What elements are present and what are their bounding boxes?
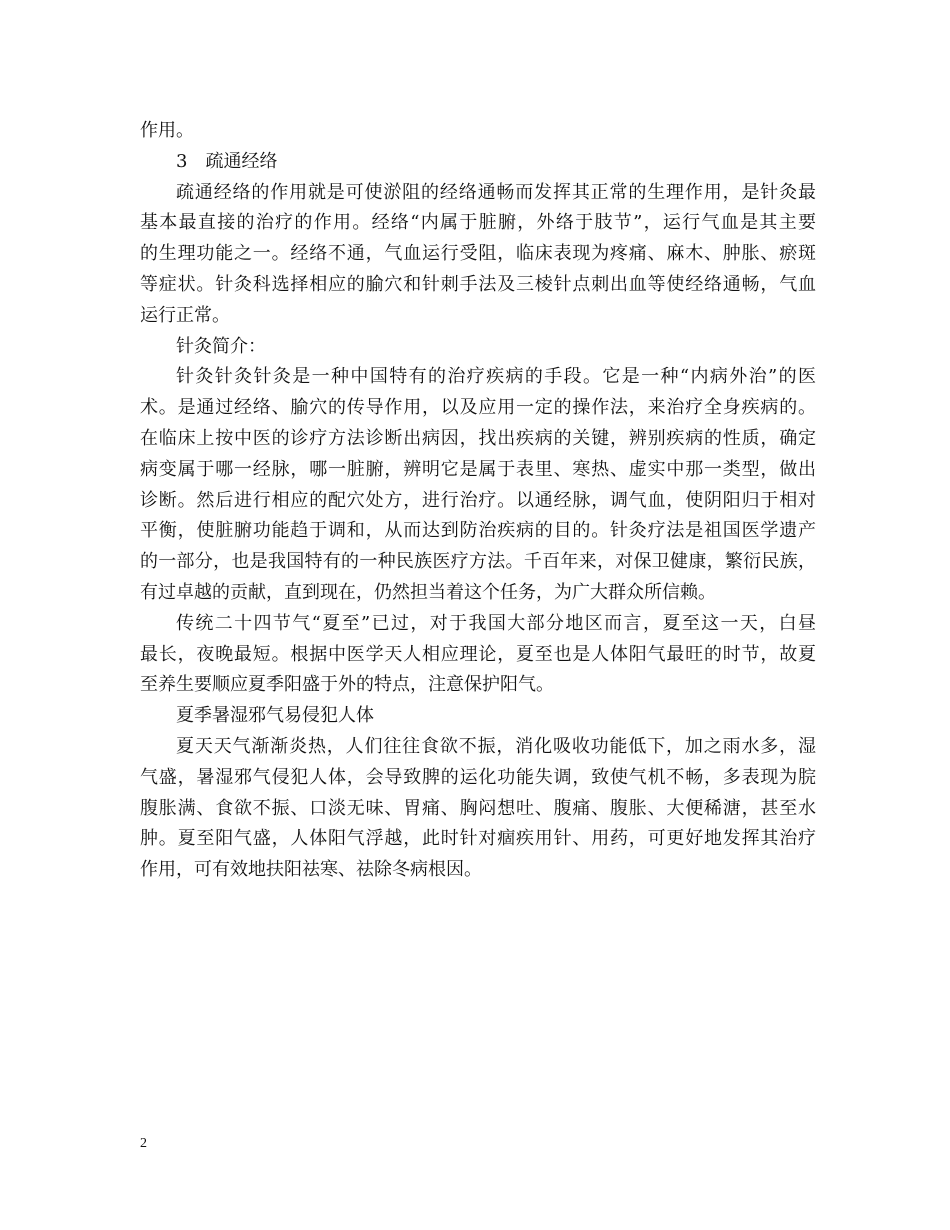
text-line: 至养生要顺应夏季阳盛于外的特点，注意保护阳气。 — [140, 674, 554, 696]
text-line: 最长，夜晚最短。根据中医学天人相应理论，夏至也是人体阳气最旺的时节，故夏 — [140, 643, 816, 665]
document-body — [140, 116, 816, 886]
text-line: 在临床上按中医的诊疗方法诊断出病因，找出疾病的关键，辨别疾病的性质，确定 — [140, 427, 816, 449]
text-line: 运行正常。 — [140, 304, 230, 326]
text-line: 的生理功能之一。经络不通，气血运行受阻，临床表现为疼痛、麻木、肿胀、瘀斑 — [140, 243, 816, 265]
text-line: 的一部分，也是我国特有的一种民族医疗方法。千百年来，对保卫健康，繁衍民族， — [140, 551, 816, 573]
text-line: 气盛，暑湿邪气侵犯人体，会导致脾的运化功能失调，致使气机不畅，多表现为脘 — [140, 766, 816, 788]
text-line: 肿。夏至阳气盛，人体阳气浮越，此时针对痼疾用针、用药，可更好地发挥其治疗 — [140, 828, 816, 850]
text-line: 等症状。针灸科选择相应的腧穴和针刺手法及三棱针点刺出血等使经络通畅，气血 — [140, 273, 816, 295]
section-heading: 针灸简介： — [176, 335, 266, 357]
section-heading: 3 疏通经络 — [176, 150, 278, 172]
text-line: 病变属于哪一经脉，哪一脏腑，辨明它是属于表里、寒热、虚实中那一类型，做出 — [140, 458, 816, 480]
text-line: 作用。 — [140, 120, 194, 141]
page-number: 2 — [140, 1136, 147, 1151]
text-line: 基本最直接的治疗的作用。经络“内属于脏腑，外络于肢节”，运行气血是其主要 — [140, 212, 816, 234]
text-line: 有过卓越的贡献，直到现在，仍然担当着这个任务，为广大群众所信赖。 — [140, 581, 716, 603]
text-line: 腹胀满、食欲不振、口淡无味、胃痛、胸闷想吐、腹痛、腹胀、大便稀溏，甚至水 — [140, 797, 816, 819]
text-line: 夏天天气渐渐炎热，人们往往食欲不振，消化吸收功能低下，加之雨水多，湿 — [176, 735, 816, 757]
text-line: 诊断。然后进行相应的配穴处方，进行治疗。以通经脉，调气血，使阴阳归于相对 — [140, 489, 816, 511]
text-line: 作用，可有效地扶阳祛寒、祛除冬病根因。 — [140, 859, 482, 881]
text-line: 术。是通过经络、腧穴的传导作用，以及应用一定的操作法，来治疗全身疾病的。 — [140, 397, 816, 419]
text-line: 传统二十四节气“夏至”已过，对于我国大部分地区而言，夏至这一天，白昼 — [176, 612, 816, 634]
text-line: 疏通经络的作用就是可使淤阻的经络通畅而发挥其正常的生理作用，是针灸最 — [176, 181, 816, 203]
section-heading: 夏季暑湿邪气易侵犯人体 — [176, 705, 374, 727]
text-line: 针灸针灸针灸是一种中国特有的治疗疾病的手段。它是一种“内病外治”的医 — [176, 366, 816, 388]
text-line: 平衡，使脏腑功能趋于调和，从而达到防治疾病的目的。针灸疗法是祖国医学遗产 — [140, 520, 816, 542]
